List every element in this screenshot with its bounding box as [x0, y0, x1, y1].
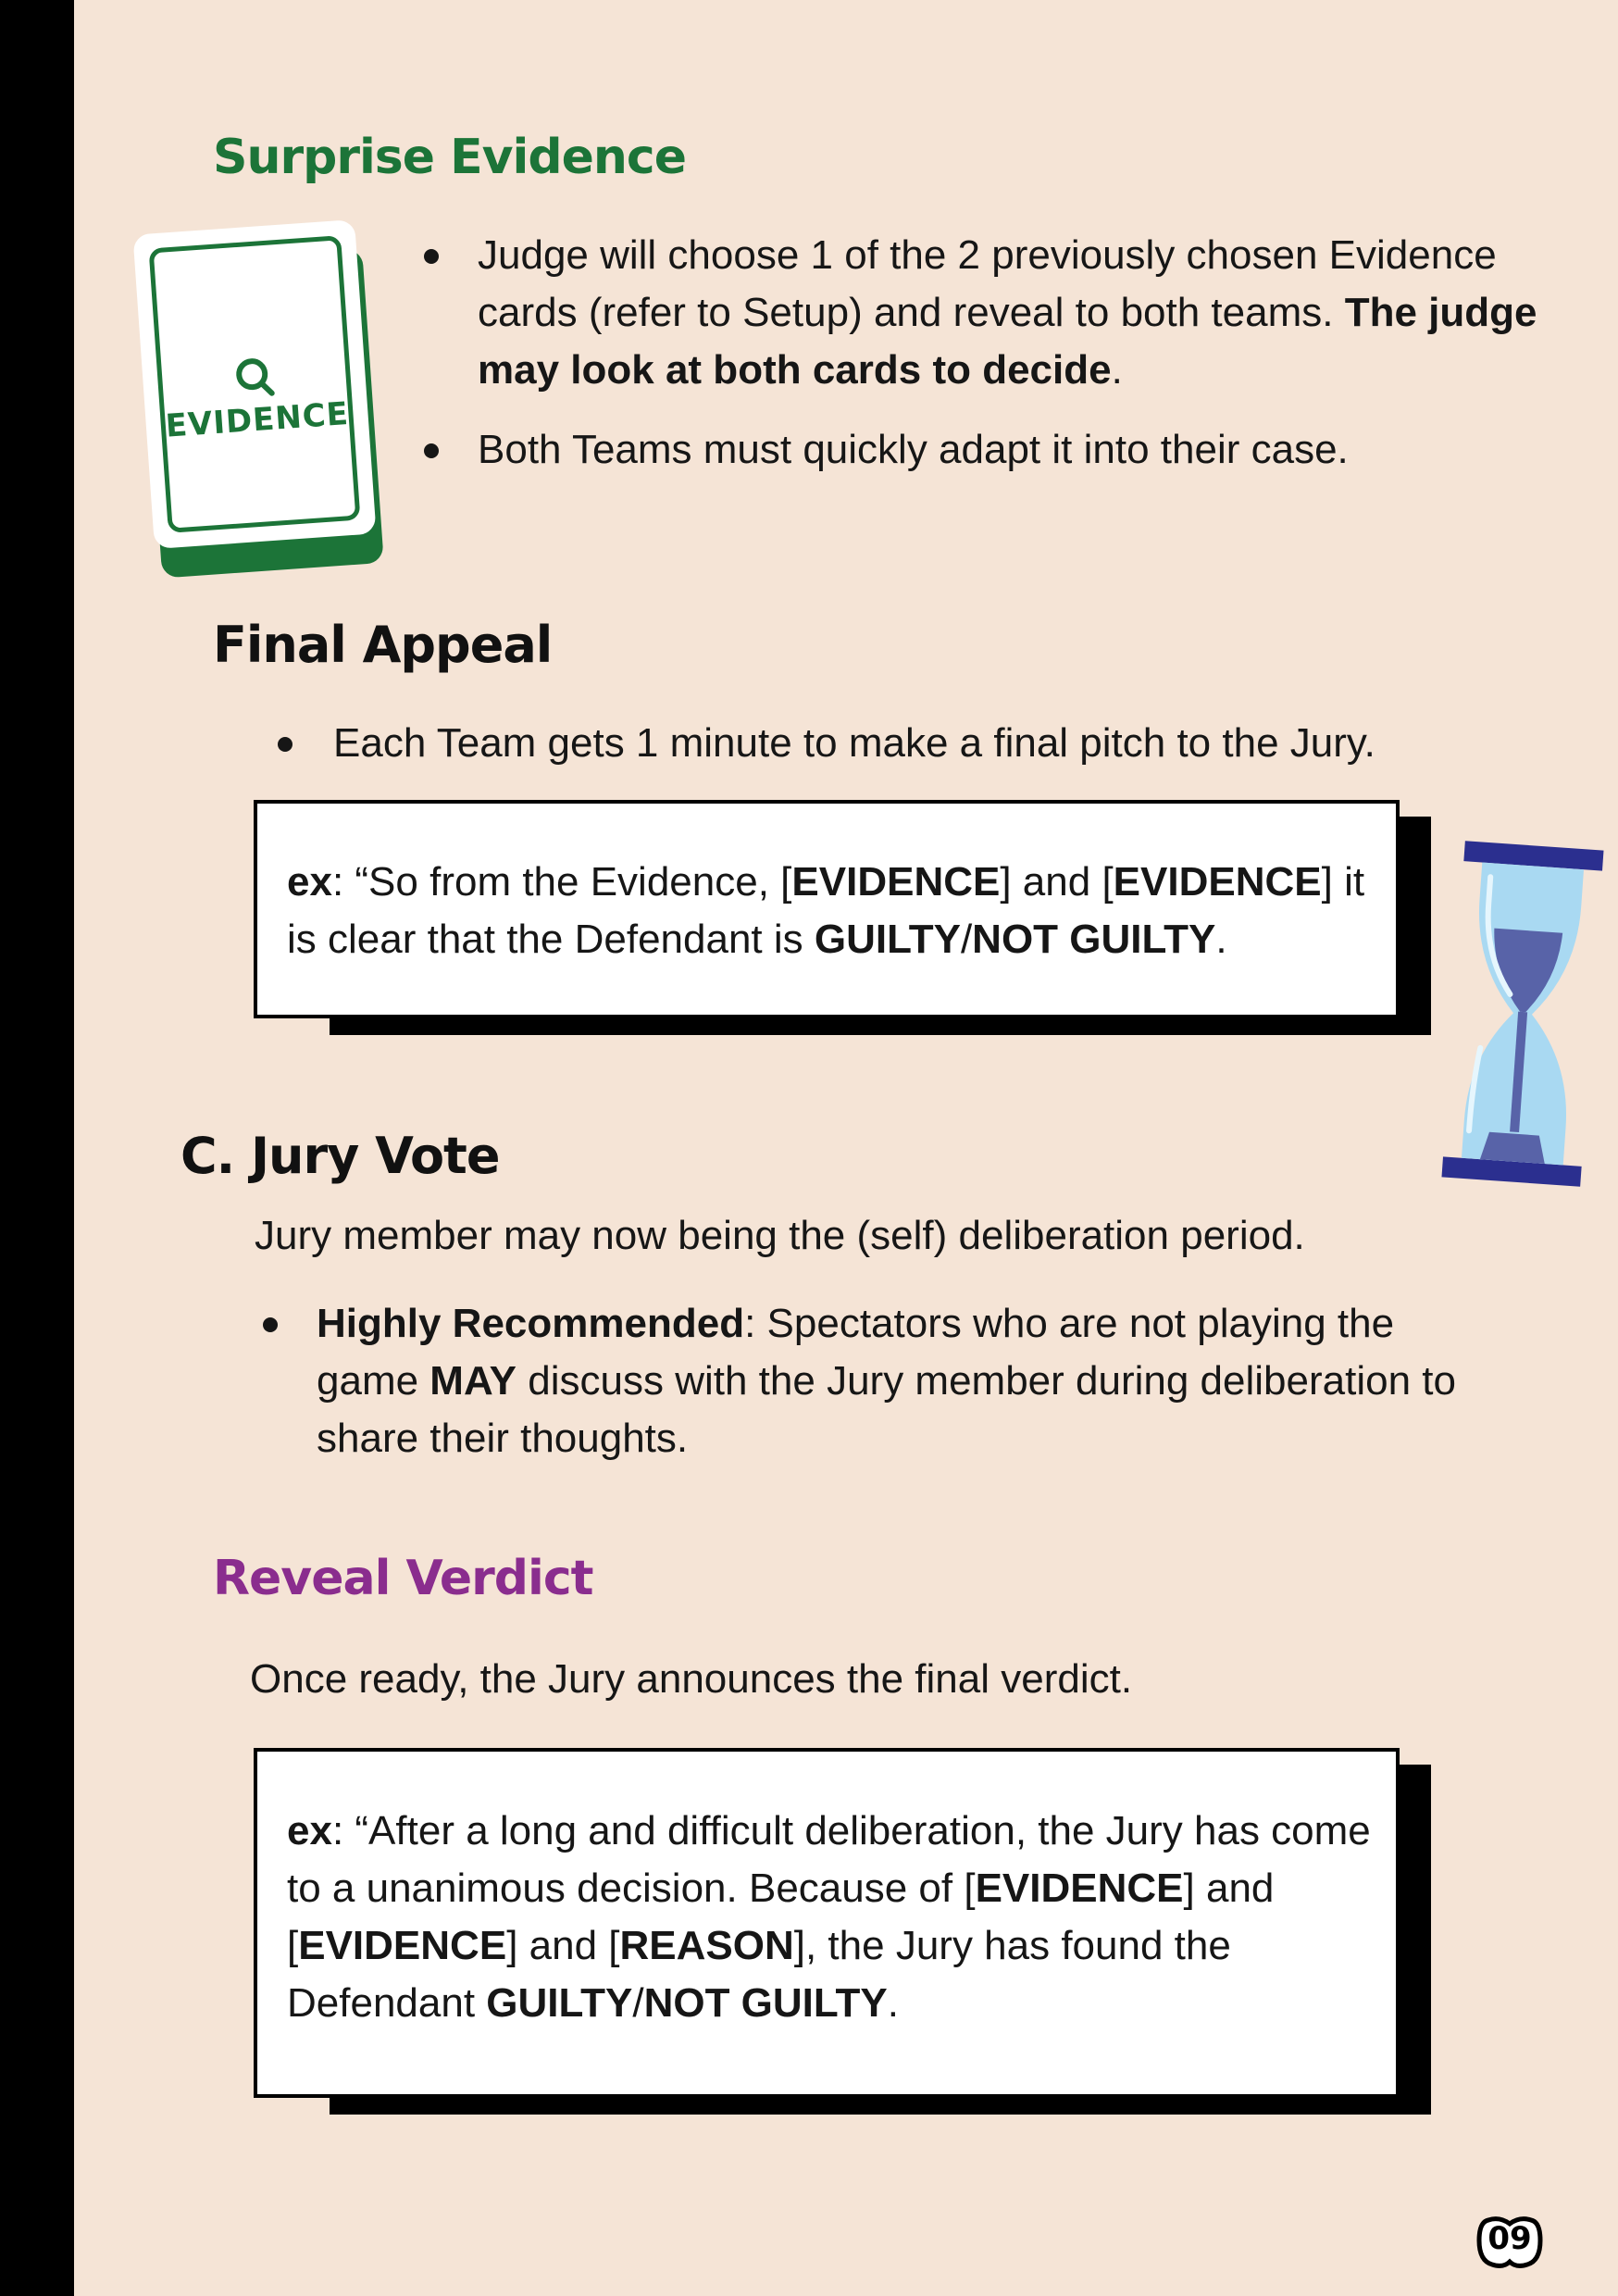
- text-run: : “So from the Evidence, [: [331, 859, 792, 905]
- card-label: EVIDENCE: [164, 395, 351, 445]
- example-text: [287, 1803, 1379, 2032]
- bullet-bold-text: MAY: [429, 1358, 517, 1404]
- bold-run: NOT GUILTY: [972, 917, 1216, 962]
- section-title-reveal-verdict: Reveal Verdict: [213, 1551, 593, 1606]
- section-title-jury-vote: C. Jury Vote: [180, 1127, 500, 1185]
- card-border: [149, 235, 361, 533]
- bold-run: NOT GUILTY: [643, 1980, 888, 2026]
- bullet-bold-text: The judge may look at both cards to decide: [478, 290, 1537, 393]
- bold-run: EVIDENCE: [975, 1866, 1184, 1911]
- bold-run: EVIDENCE: [791, 859, 1001, 905]
- text-run: : “After a long and difficult deliberation, the Jury has come to a unanimous decision. Because of [: [287, 1808, 1371, 1911]
- text-run: ] and [: [1000, 859, 1114, 905]
- text-run: /: [632, 1980, 644, 2026]
- text-run: ], the Jury has found the Defendant: [287, 1923, 1231, 2026]
- bullet-end: .: [1111, 347, 1123, 393]
- left-black-bar: [0, 0, 74, 2296]
- bullet-bold-text: Highly Recommended: [317, 1301, 745, 1346]
- bold-run: EVIDENCE: [1113, 859, 1322, 905]
- bold-run: GUILTY: [814, 917, 961, 962]
- surprise-evidence-bullets: [478, 227, 1570, 479]
- text-run: ] it is clear that the Defendant is: [287, 859, 1365, 962]
- page-number: 09: [1487, 2220, 1532, 2257]
- list-item: [478, 421, 1570, 479]
- page-number-badge: [1475, 2211, 1544, 2270]
- example-prefix: ex: [287, 859, 332, 905]
- list-item: [478, 227, 1570, 399]
- bullet-text: Both Teams must quickly adapt it into their case.: [478, 427, 1349, 472]
- text-run: /: [960, 917, 973, 962]
- bold-run: REASON: [619, 1923, 794, 1968]
- list-item: [317, 1295, 1464, 1467]
- card-front: [132, 219, 376, 549]
- jury-vote-bullets: [317, 1295, 1464, 1467]
- example-text: [287, 854, 1379, 968]
- example-prefix: ex: [287, 1808, 332, 1853]
- bullet-text: discuss with the Jury member during deliberation to share their thoughts.: [317, 1358, 1456, 1461]
- hourglass-icon: [1432, 833, 1613, 1195]
- text-run: ] and [: [506, 1923, 620, 1968]
- final-appeal-bullets: [333, 715, 1537, 772]
- reveal-verdict-intro: Once ready, the Jury announces the final verdict.: [250, 1656, 1133, 1702]
- text-run: .: [1215, 917, 1227, 962]
- bullet-text: Judge will choose 1 of the 2 previously chosen Evidence cards (refer to Setup) and reveal to both teams.: [478, 232, 1497, 335]
- section-title-final-appeal: Final Appeal: [213, 616, 553, 674]
- bullet-text: Each Team gets 1 minute to make a final pitch to the Jury.: [333, 720, 1375, 766]
- bullet-text: : Spectators who are not playing the game: [317, 1301, 1395, 1404]
- magnifier-icon: [232, 355, 276, 400]
- jury-vote-intro: Jury member may now being the (self) deliberation period.: [255, 1213, 1305, 1258]
- evidence-card-illustration: [132, 219, 376, 549]
- bold-run: GUILTY: [486, 1980, 633, 2026]
- list-item: [333, 715, 1537, 772]
- text-run: .: [887, 1980, 899, 2026]
- bold-run: EVIDENCE: [298, 1923, 507, 1968]
- text-run: ] and [: [287, 1866, 1275, 1968]
- section-title-surprise-evidence: Surprise Evidence: [213, 130, 686, 185]
